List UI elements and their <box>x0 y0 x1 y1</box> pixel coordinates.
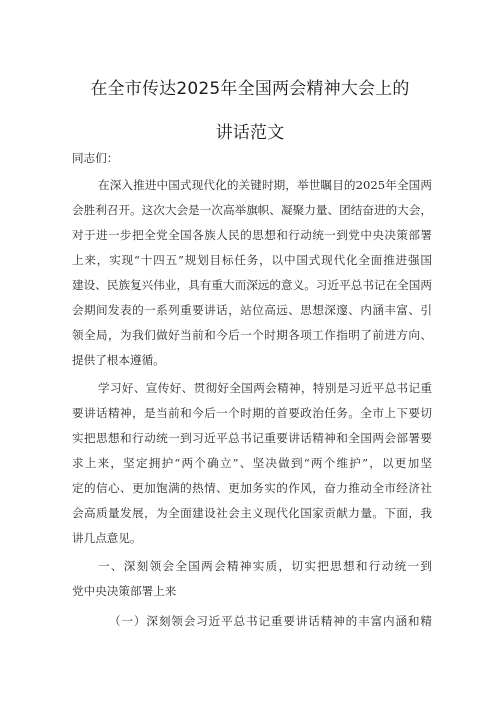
paragraph-line: 要讲话精神，是当前和今后一个时期的首要政治任务。全市上下要切 <box>72 406 432 420</box>
paragraph-line: 会高质量发展，为全面建设社会主义现代化国家贡献力量。下面，我 <box>72 506 432 520</box>
section-heading-line: 党中央决策部署上来 <box>72 584 177 598</box>
paragraph-line: 讲几点意见。 <box>72 531 142 545</box>
paragraph-line: 实把思想和行动统一到习近平总书记重要讲话精神和全国两会部署要 <box>72 431 432 445</box>
paragraph-line: 在深入推进中国式现代化的关键时期，举世瞩目的2025年全国两 <box>98 178 432 192</box>
paragraph-line: 求上来，坚定拥护“两个确立”、坚决做到“两个维护”，以更加坚 <box>72 456 432 470</box>
paragraph-line: 建设、民族复兴伟业，具有重大而深远的意义。习近平总书记在全国两 <box>72 278 432 292</box>
paragraph-line: 上来，实现“十四五”规划目标任务，以中国式现代化全面推进强国 <box>72 253 432 267</box>
salutation: 同志们： <box>72 151 119 165</box>
paragraph-line: 定的信心、更加饱满的热情、更加务实的作风，奋力推动全市经济社 <box>72 481 432 495</box>
paragraph-line: 学习好、宣传好、贯彻好全国两会精神，特别是习近平总书记重 <box>98 381 432 395</box>
paragraph-line: 会胜利召开。这次大会是一次高举旗帜、凝聚力量、团结奋进的大会， <box>72 203 432 217</box>
paragraph-line: 提供了根本遵循。 <box>72 353 165 367</box>
paragraph-line: 会期间发表的一系列重要讲话，站位高远、思想深邃、内涵丰富、引 <box>72 303 432 317</box>
document-title-line2: 讲话范文 <box>215 123 285 143</box>
paragraph-line: 对于进一步把全党全国各族人民的思想和行动统一到党中央决策部署 <box>72 228 432 242</box>
document-title-line1: 在全市传达2025年全国两会精神大会上的 <box>90 79 410 99</box>
section-heading-line: 一、深刻领会全国两会精神实质，切实把思想和行动统一到 <box>98 559 432 573</box>
paragraph-line: 领全局，为我们做好当前和今后一个时期各项工作指明了前进方向、 <box>72 328 432 342</box>
subsection-heading: （一）深刻领会习近平总书记重要讲话精神的丰富内涵和精 <box>109 614 432 628</box>
